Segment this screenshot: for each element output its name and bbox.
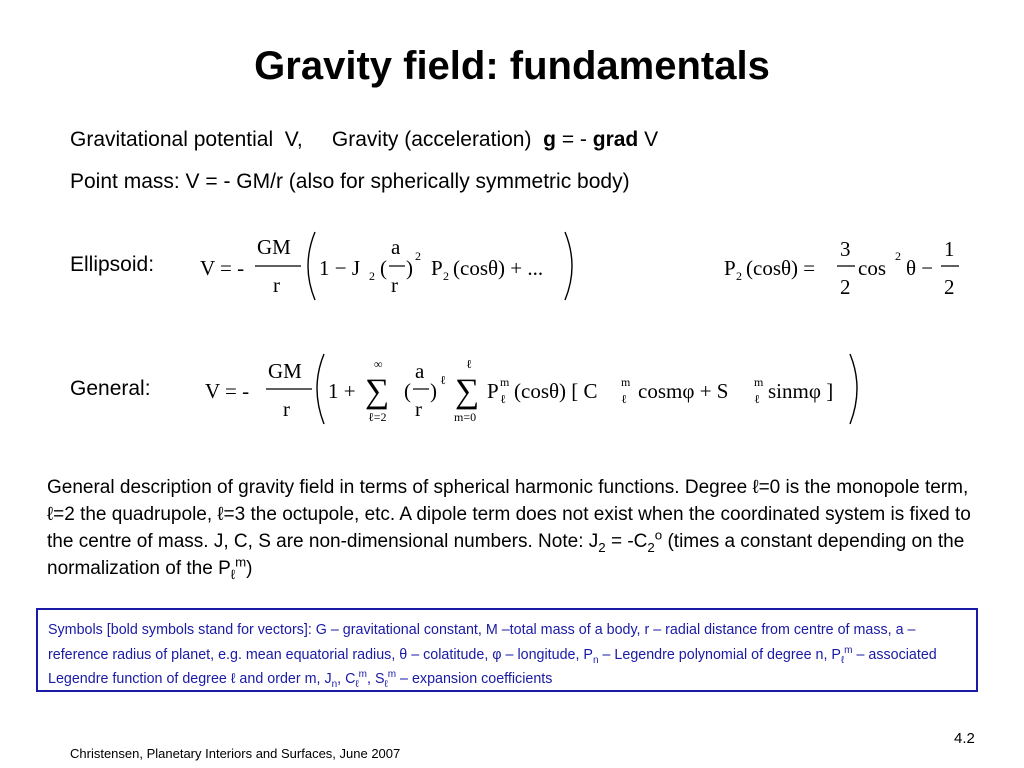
symbols-text: – expansion coefficients — [396, 671, 553, 687]
eq-lhs: V = - — [200, 256, 245, 280]
symbols-text: Symbols [bold symbols stand for vectors]: G – gravitational constant, M –total mass of a body, r – radial distance from centre of mass, a – reference radius of planet, e.g. mean equatorial radius, θ – colatitude, φ – longitude, P — [48, 622, 916, 663]
eq-lhs: V = - — [205, 379, 250, 403]
eq-arg: (cosθ) + ... — [453, 256, 544, 280]
cl-subscript: ℓ — [355, 678, 359, 690]
sum2-top: ℓ — [466, 357, 472, 371]
footer-credit: Christensen, Planetary Interiors and Surfaces, June 2007 — [70, 746, 401, 761]
eq-arg: (cosθ) [ C — [514, 379, 598, 403]
eq-s-sup: m — [754, 375, 764, 389]
description-text: ) — [246, 558, 253, 579]
ellipsoid-equation — [195, 226, 595, 306]
eq-close-paren: ) — [430, 379, 437, 403]
symbols-text: – Legendre polynomial of degree n, P — [598, 646, 841, 663]
ellipsoid-label: Ellipsoid: — [70, 253, 155, 276]
potential-line — [70, 128, 658, 152]
sum2-sigma: ∑ — [455, 373, 480, 410]
eq-frac-den: r — [283, 397, 290, 421]
eq-r: r — [391, 273, 398, 297]
eq-open-paren: ( — [404, 379, 411, 403]
eq-cos: cos — [858, 256, 886, 280]
left-paren — [317, 354, 324, 424]
legendre-equation — [720, 226, 970, 306]
eq-lhs-arg: (cosθ) = — [746, 256, 816, 280]
eq-p: P — [431, 256, 443, 280]
pl-superscript: m — [844, 644, 853, 656]
sl-subscript: ℓ — [384, 678, 388, 690]
potential-symbol: V, — [284, 128, 303, 151]
symbols-text: – associated Legendre function of degree ℓ and order m, J — [48, 646, 937, 687]
eq-frac-num: GM — [268, 359, 302, 383]
eq-close-paren: ) — [406, 256, 413, 280]
sum1-sigma: ∑ — [365, 373, 390, 410]
eq-theta-minus: θ − — [906, 256, 934, 280]
eq-j-sub: 2 — [369, 269, 375, 283]
eq-sin-term: sinmφ ] — [768, 379, 834, 403]
eq-p-sub: ℓ — [500, 392, 506, 406]
symbols-text: , C — [337, 671, 356, 687]
description-paragraph — [47, 474, 977, 582]
c-subscript: 2 — [647, 539, 655, 555]
symbols-text: , S — [367, 671, 385, 687]
j-subscript: 2 — [598, 539, 606, 555]
eq-p-sub: 2 — [443, 269, 449, 283]
sum2-bottom: m=0 — [454, 410, 477, 424]
c-superscript: o — [654, 527, 663, 543]
eq-a: a — [415, 359, 425, 383]
gravity-vector-symbol: g — [543, 128, 556, 151]
eq-a: a — [391, 235, 401, 259]
eq-p-sup: m — [500, 375, 510, 389]
p-superscript: m — [235, 554, 247, 570]
equals-minus: = - — [561, 128, 587, 151]
eq-cos-exp: 2 — [895, 249, 901, 263]
eq-lhs-sub: 2 — [736, 269, 742, 283]
eq-exp: ℓ — [440, 373, 446, 387]
page-title: Gravity field: fundamentals — [254, 44, 770, 88]
eq-exp: 2 — [415, 249, 421, 263]
gravity-label: Gravity (acceleration) — [331, 128, 532, 151]
eq-num2: 1 — [944, 237, 955, 261]
grad-v: V — [644, 128, 659, 151]
description-text: (times a constant depending on the normalization of the P — [47, 531, 965, 579]
potential-label: Gravitational potential — [70, 128, 274, 151]
description-text: = -C — [605, 531, 648, 552]
eq-r: r — [415, 397, 422, 421]
eq-one-minus: 1 − J — [319, 256, 361, 280]
point-mass-line: Point mass: V = - GM/r (also for spherically symmetric body) — [70, 170, 630, 193]
left-paren — [308, 232, 315, 300]
general-label: General: — [70, 377, 151, 400]
right-paren — [850, 354, 857, 424]
eq-open-paren: ( — [380, 256, 387, 280]
symbols-box — [36, 608, 978, 692]
eq-den1: 2 — [840, 275, 851, 299]
eq-p: P — [487, 379, 499, 403]
description-text: General description of gravity field in terms of spherical harmonic functions. Degree ℓ=0 is the monopole term, ℓ=2 the quadrupole, ℓ=3 the octupole, etc. A dipole term does not exist when the coordinated system is fixed to the centre of mass. J, C, S are non-dimensional numbers. Note: J — [47, 477, 971, 552]
eq-s-sub: ℓ — [754, 392, 760, 406]
eq-frac-den: r — [273, 273, 280, 297]
eq-frac-num: GM — [257, 235, 291, 259]
pl-subscript: ℓ — [840, 654, 845, 666]
eq-c-sub: ℓ — [621, 392, 627, 406]
eq-lhs: P — [724, 256, 736, 280]
eq-one-plus: 1 + — [328, 379, 356, 403]
general-equation — [200, 350, 870, 430]
sl-superscript: m — [387, 669, 397, 681]
eq-num1: 3 — [840, 237, 851, 261]
sum1-bottom: ℓ=2 — [368, 410, 387, 424]
jn-subscript: n — [331, 678, 338, 690]
page-number: 4.2 — [954, 730, 975, 747]
eq-cos-term: cosmφ + S — [638, 379, 729, 403]
grad-operator: grad — [592, 128, 639, 151]
cl-superscript: m — [358, 669, 368, 681]
pn-subscript: n — [592, 654, 599, 666]
p-subscript: ℓ — [230, 566, 236, 582]
sum1-top: ∞ — [374, 357, 383, 371]
eq-den2: 2 — [944, 275, 955, 299]
right-paren — [565, 232, 572, 300]
eq-c-sup: m — [621, 375, 631, 389]
